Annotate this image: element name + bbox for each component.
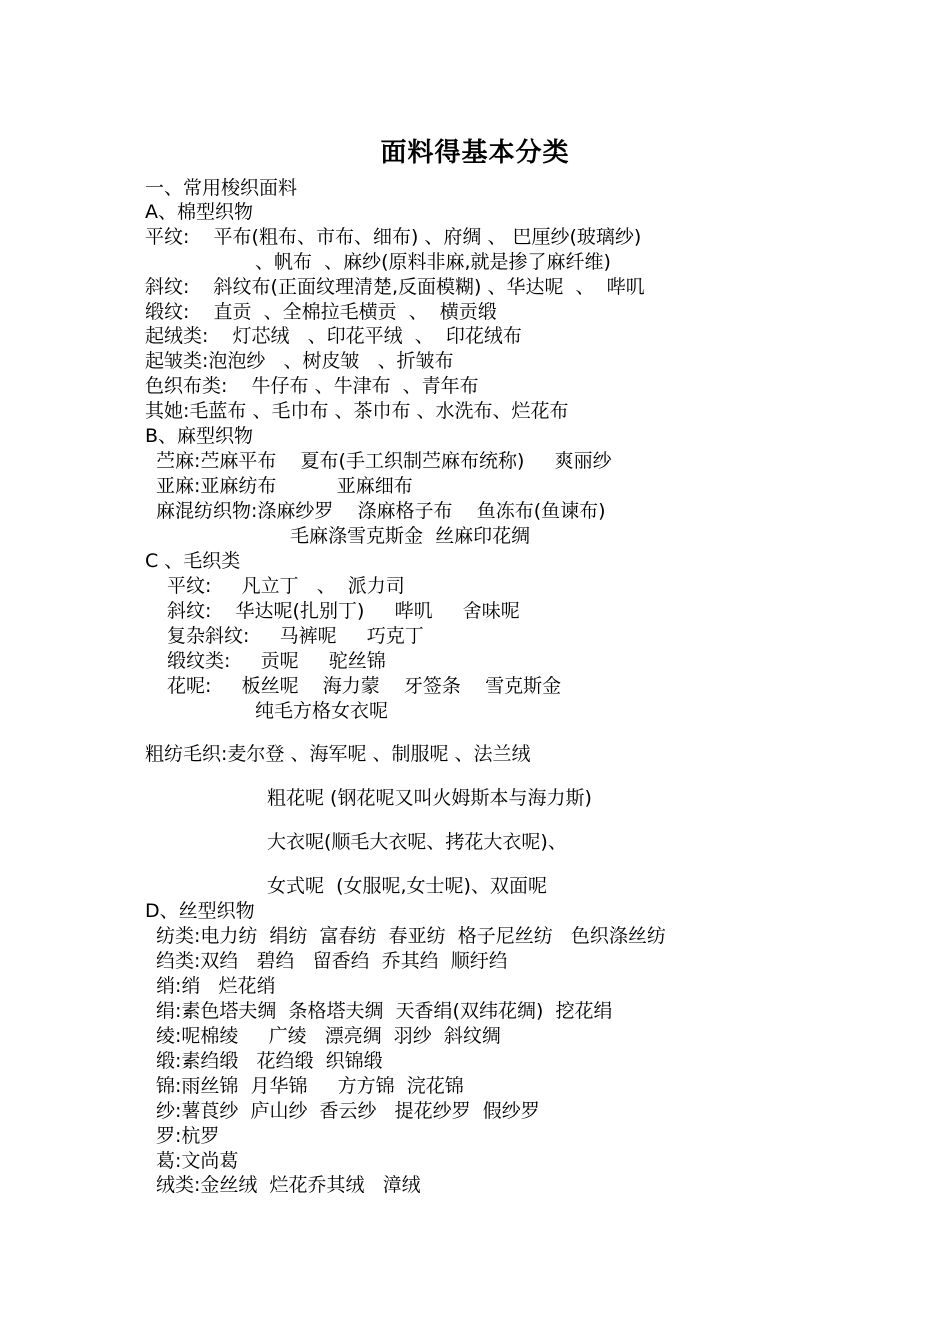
text-line: 花呢: 板丝呢 海力蒙 牙签条 雪克斯金 — [167, 675, 562, 697]
text-line: 斜纹: 斜纹布(正面纹理清楚,反面模糊) 、华达呢 、 哔叽 — [145, 276, 645, 298]
text-line: 纱:薯莨纱 庐山纱 香云纱 提花纱罗 假纱罗 — [156, 1100, 540, 1122]
subsection-cotton: A、棉型织物 — [145, 201, 253, 223]
text-line: 色织布类: 牛仔布 、牛津布 、青年布 — [145, 375, 479, 397]
text-line: 复杂斜纹: 马裤呢 巧克丁 — [167, 625, 424, 647]
text-line: 缎:素绉缎 花绉缎 织锦缎 — [156, 1050, 383, 1072]
document-title: 面料得基本分类 — [380, 138, 570, 168]
subsection-wool: C 、毛织类 — [145, 550, 241, 572]
text-line: 绫:呢棉绫 广绫 漂亮绸 羽纱 斜纹绸 — [156, 1025, 501, 1047]
text-line: 纺类:电力纺 绢纺 富春纺 春亚纺 格子尼丝纺 色织涤丝纺 — [156, 925, 666, 947]
text-line: 绢:素色塔夫绸 条格塔夫绸 天香绢(双纬花绸) 挖花绢 — [156, 1000, 613, 1022]
text-line: 纯毛方格女衣呢 — [255, 700, 389, 722]
text-line: 毛麻涤雪克斯金 丝麻印花绸 — [290, 525, 531, 547]
text-line: 平纹: 凡立丁 、 派力司 — [167, 575, 405, 597]
text-line: 葛:文尚葛 — [156, 1150, 239, 1172]
text-line: 粗花呢 (钢花呢又叫火姆斯本与海力斯) — [267, 787, 592, 809]
text-line: 绉类:双绉 碧绉 留香绉 乔其绉 顺纡绉 — [156, 950, 508, 972]
text-line: 平纹: 平布(粗布、市布、细布) 、府绸 、 巴厘纱(玻璃纱) — [145, 226, 642, 248]
text-line: 起绒类: 灯芯绒 、印花平绒 、 印花绒布 — [145, 325, 522, 347]
text-line: 亚麻:亚麻纺布 亚麻细布 — [156, 475, 413, 497]
text-line: 麻混纺织物:涤麻纱罗 涤麻格子布 鱼冻布(鱼谏布) — [156, 500, 606, 522]
text-line: 起皱类:泡泡纱 、树皮皱 、折皱布 — [145, 350, 454, 372]
text-line: 、帆布 、麻纱(原料非麻,就是掺了麻纤维) — [255, 251, 611, 273]
text-line: 绡:绡 烂花绡 — [156, 975, 276, 997]
text-line: 罗:杭罗 — [156, 1125, 220, 1147]
text-line: 斜纹: 华达呢(扎别丁) 哔叽 舍味呢 — [167, 600, 520, 622]
text-line: 绒类:金丝绒 烂花乔其绒 漳绒 — [156, 1174, 421, 1196]
text-line: 大衣呢(顺毛大衣呢、拷花大衣呢)、 — [267, 831, 567, 853]
text-line: 缎纹类: 贡呢 驼丝锦 — [167, 650, 386, 672]
text-line: 其她:毛蓝布 、毛巾布 、茶巾布 、水洗布、烂花布 — [145, 400, 569, 422]
subsection-silk: D、丝型织物 — [145, 900, 255, 922]
text-line: 女式呢 (女服呢,女士呢)、双面呢 — [267, 875, 547, 897]
text-line: 苎麻:苎麻平布 夏布(手工织制苎麻布统称) 爽丽纱 — [156, 450, 612, 472]
section-heading-woven: 一、常用梭织面料 — [145, 177, 298, 199]
text-line: 缎纹: 直贡 、全棉拉毛横贡 、 横贡缎 — [145, 301, 497, 323]
text-line: 锦:雨丝锦 月华锦 方方锦 浣花锦 — [156, 1075, 464, 1097]
text-line: 粗纺毛织:麦尔登 、海军呢 、制服呢 、法兰绒 — [145, 743, 531, 765]
subsection-linen: B、麻型织物 — [145, 425, 254, 447]
